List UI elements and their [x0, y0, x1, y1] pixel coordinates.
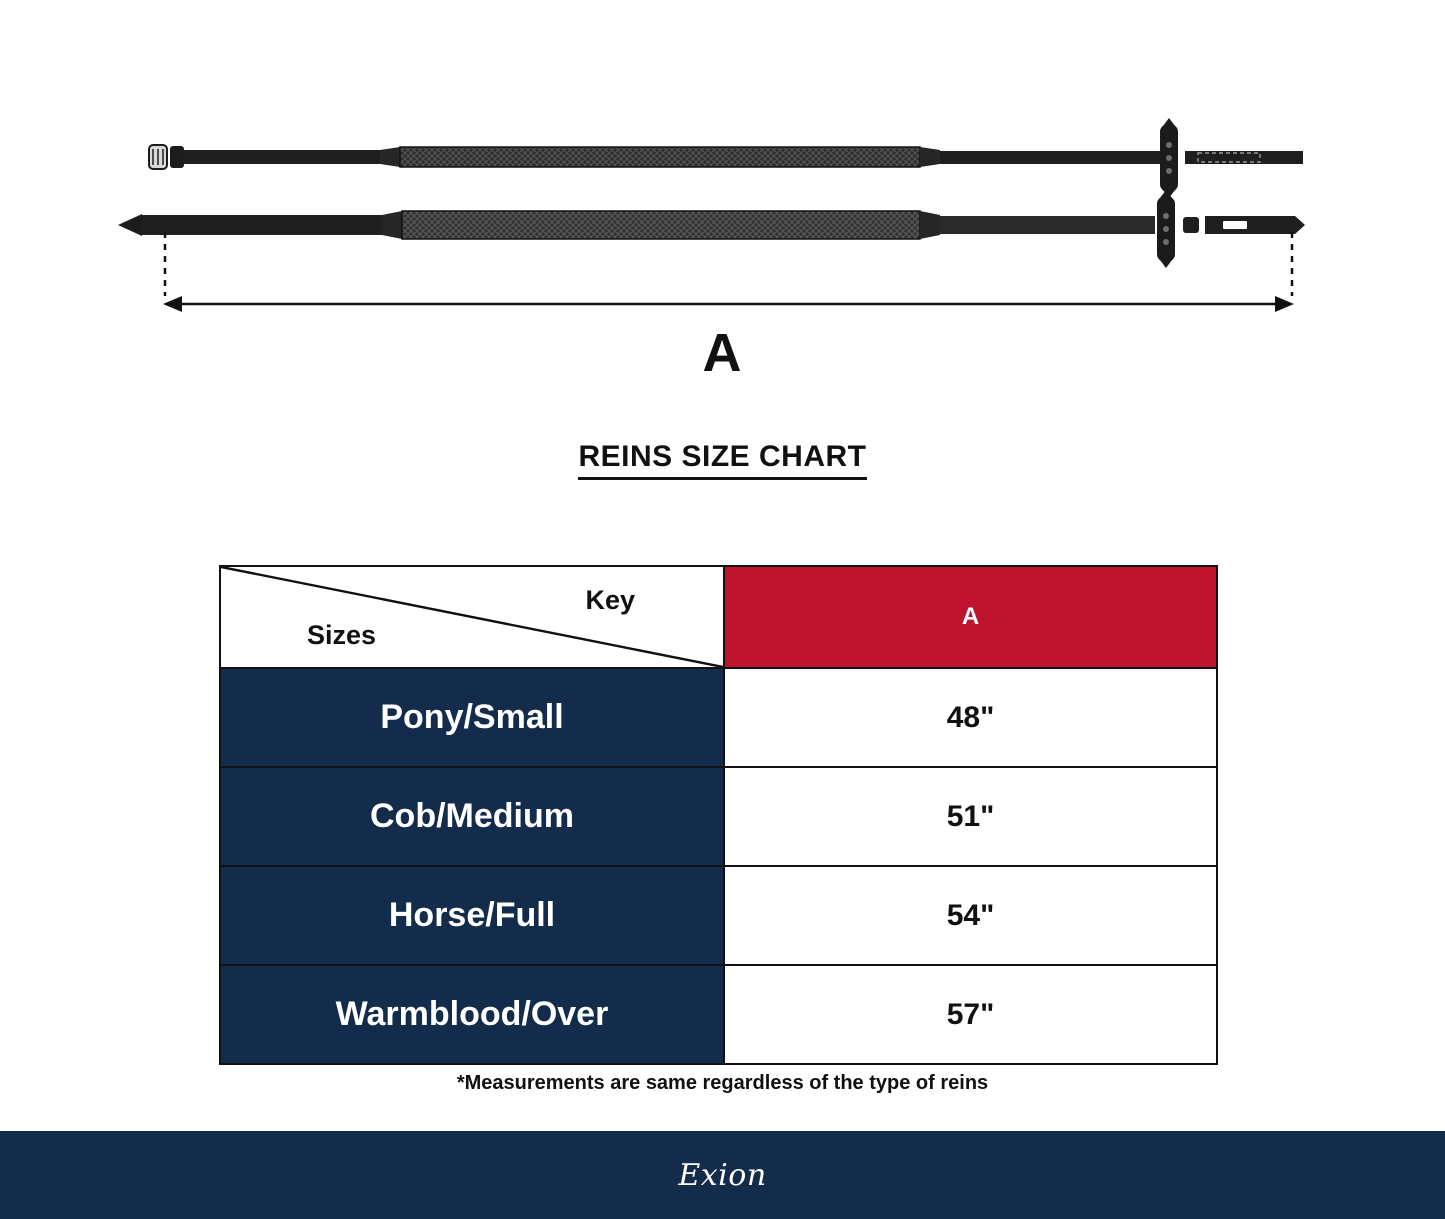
top-rein	[149, 118, 1303, 198]
size-name-cell: Cob/Medium	[220, 767, 724, 866]
size-name-cell: Warmblood/Over	[220, 965, 724, 1064]
measure-column-header-a: A	[724, 566, 1217, 668]
table-row	[220, 965, 1217, 1064]
page-title-text: REINS SIZE CHART	[578, 440, 866, 480]
brand-logo: Exion	[678, 1157, 767, 1193]
table-header-row	[220, 566, 1217, 668]
table-row	[220, 668, 1217, 767]
diagonal-divider-icon	[221, 567, 723, 667]
size-name-cell: Pony/Small	[220, 668, 724, 767]
bottom-rein	[118, 190, 1305, 268]
size-value-cell: 48"	[724, 668, 1217, 767]
size-value-cell: 51"	[724, 767, 1217, 866]
key-sizes-header-cell	[220, 566, 724, 668]
measure-guides	[163, 232, 1294, 312]
page-title	[0, 440, 1445, 474]
dimension-label-a: A	[702, 323, 743, 383]
table-row	[220, 767, 1217, 866]
size-value-cell: 54"	[724, 866, 1217, 965]
size-chart-table	[219, 565, 1218, 1065]
table-row	[220, 866, 1217, 965]
reins-diagram	[0, 0, 1445, 400]
key-label: Key	[585, 585, 635, 615]
top-rein-stud-billet	[1160, 118, 1178, 198]
footnote: *Measurements are same regardless of the type of reins	[456, 1072, 989, 1094]
footer-bar	[0, 1131, 1445, 1219]
size-value-cell: 57"	[724, 965, 1217, 1064]
bottom-rein-stud-billet	[1157, 190, 1175, 268]
sizes-label: Sizes	[307, 620, 377, 650]
size-name-cell: Horse/Full	[220, 866, 724, 965]
